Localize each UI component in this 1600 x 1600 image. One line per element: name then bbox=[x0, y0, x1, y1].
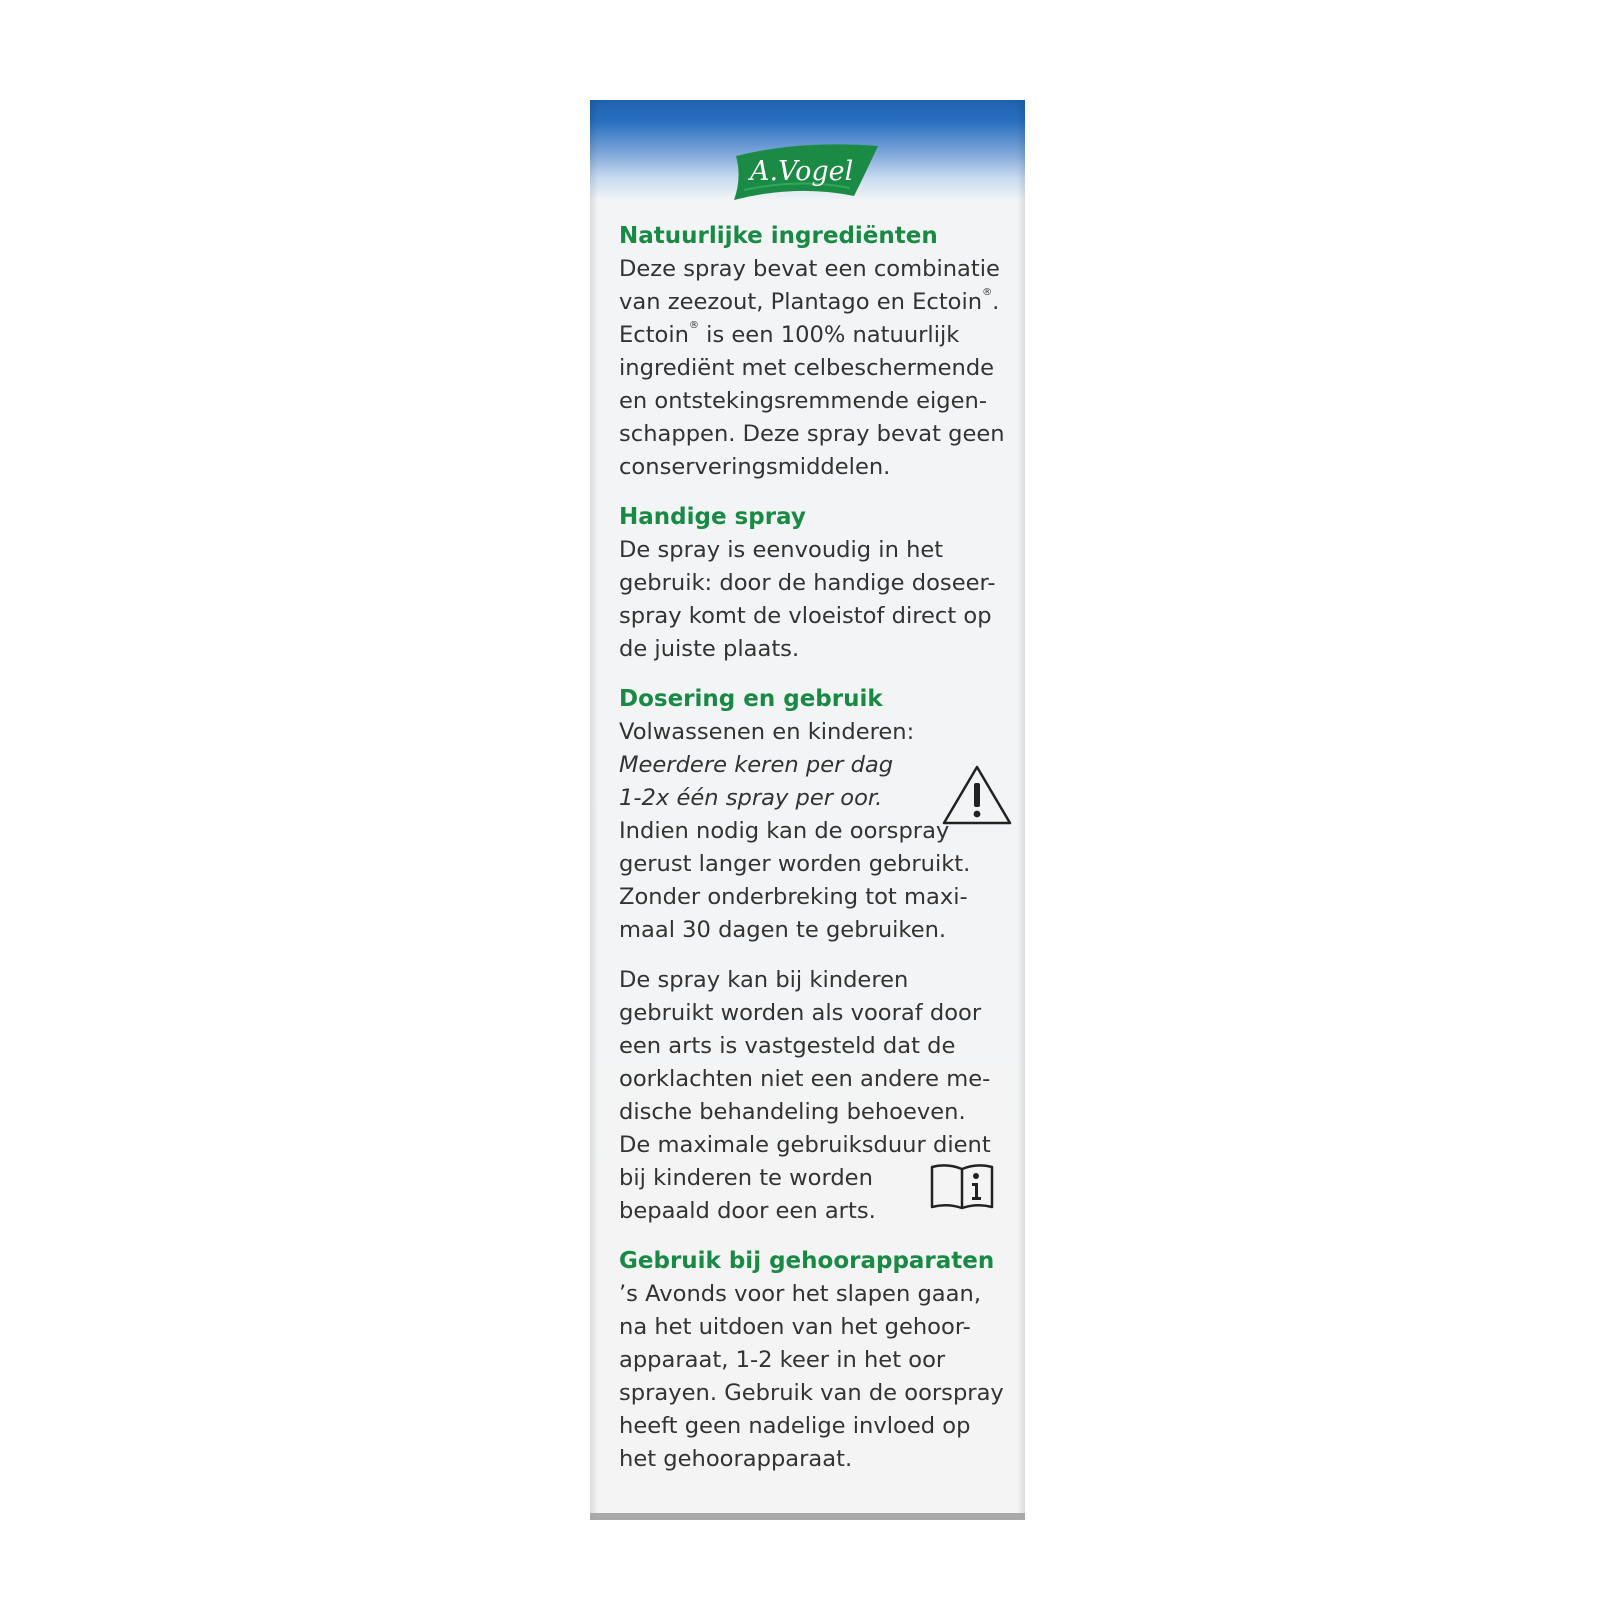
text-line: 1-2x één spray per oor. bbox=[619, 785, 883, 811]
text-line: Ectoin® is een 100% natuurlijk bbox=[619, 320, 960, 348]
section-heading: Gebruik bij gehoorapparaten bbox=[619, 1248, 995, 1274]
text-line: sprayen. Gebruik van de oorspray bbox=[619, 1380, 1004, 1406]
text-line: spray komt de vloeistof direct op bbox=[619, 603, 992, 629]
section-heading: Natuurlijke ingrediënten bbox=[619, 223, 938, 249]
text-line: Deze spray bevat een combinatie bbox=[619, 256, 1000, 282]
text-line: apparaat, 1-2 keer in het oor bbox=[619, 1347, 946, 1373]
text-line: Volwassenen en kinderen: bbox=[619, 719, 915, 745]
text-line: De spray is eenvoudig in het bbox=[619, 537, 944, 563]
section-heading: Handige spray bbox=[619, 504, 806, 530]
text-line: bepaald door een arts. bbox=[619, 1198, 876, 1224]
text-line: dische behandeling behoeven. bbox=[619, 1099, 966, 1125]
text-line: oorklachten niet een andere me- bbox=[619, 1066, 991, 1092]
section-heading: Dosering en gebruik bbox=[619, 686, 883, 712]
warning-triangle-icon bbox=[941, 763, 1013, 827]
text-line: schappen. Deze spray bevat geen bbox=[619, 421, 1005, 447]
text-line: en ontstekingsremmende eigen- bbox=[619, 388, 987, 414]
text-line: een arts is vastgesteld dat de bbox=[619, 1033, 956, 1059]
text-line: bij kinderen te worden bbox=[619, 1165, 873, 1191]
section-children bbox=[619, 964, 1014, 1228]
info-book-icon bbox=[929, 1161, 995, 1211]
section-handy-spray bbox=[619, 501, 1014, 666]
text-line: gerust langer worden gebruikt. bbox=[619, 851, 971, 877]
text-line: Meerdere keren per dag bbox=[619, 752, 894, 778]
text-line: De maximale gebruiksduur dient bbox=[619, 1132, 991, 1158]
text-line: heeft geen nadelige invloed op bbox=[619, 1413, 971, 1439]
text-line: ’s Avonds voor het slapen gaan, bbox=[619, 1281, 981, 1307]
text-line: gebruik: door de handige doseer- bbox=[619, 570, 996, 596]
text-line: De spray kan bij kinderen bbox=[619, 967, 909, 993]
section-natural-ingredients bbox=[619, 220, 1014, 484]
text-line: na het uitdoen van het gehoor- bbox=[619, 1314, 971, 1340]
text-line: ingrediënt met celbeschermende bbox=[619, 355, 995, 381]
avogel-logo bbox=[730, 142, 882, 204]
registered-mark: ® bbox=[982, 287, 993, 298]
registered-mark: ® bbox=[688, 320, 699, 331]
text-line: Zonder onderbreking tot maxi- bbox=[619, 884, 968, 910]
logo-text: A.Vogel bbox=[750, 156, 854, 187]
text-line: maal 30 dagen te gebruiken. bbox=[619, 917, 947, 943]
text-line: het gehoorapparaat. bbox=[619, 1446, 853, 1472]
text-line: gebruikt worden als vooraf door bbox=[619, 1000, 982, 1026]
section-dosage bbox=[619, 683, 1014, 947]
product-description bbox=[619, 220, 1014, 1493]
text-line: Indien nodig kan de oorspray bbox=[619, 818, 950, 844]
text-line: conserveringsmiddelen. bbox=[619, 454, 891, 480]
text-line: de juiste plaats. bbox=[619, 636, 800, 662]
text-line: van zeezout, Plantago en Ectoin®. bbox=[619, 287, 1000, 315]
section-hearing-aids bbox=[619, 1245, 1014, 1476]
